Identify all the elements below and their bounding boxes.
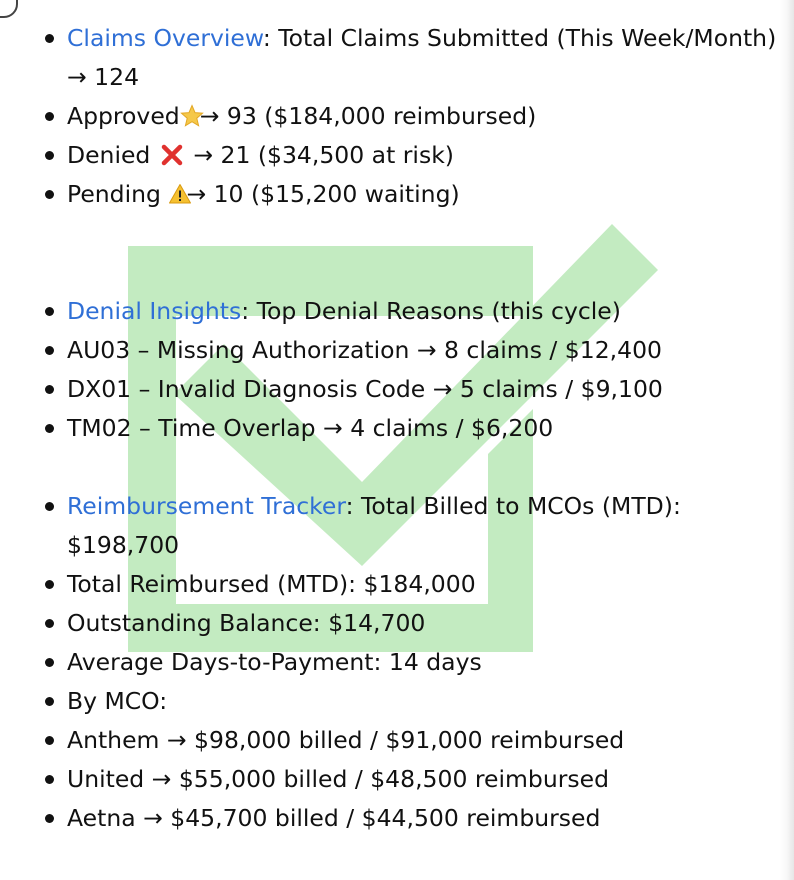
denied-label: Denied	[67, 141, 151, 169]
bullet	[45, 697, 54, 706]
approved-label: Approved	[67, 102, 180, 130]
claims-overview-list	[0, 19, 780, 214]
denial-intro-text: : Top Denial Reasons (this cycle)	[241, 297, 621, 325]
bullet	[45, 736, 54, 745]
list-item-by-mco	[0, 682, 780, 721]
denial-reason-text: AU03 – Missing Authorization → 8 claims / $12,400	[67, 336, 662, 364]
claims-overview-heading: Claims Overview	[67, 24, 263, 52]
star-icon	[180, 104, 204, 128]
list-item-total-billed	[0, 487, 780, 565]
reimbursement-tracker-heading: Reimbursement Tracker	[67, 492, 346, 520]
list-item-mco	[0, 760, 780, 799]
by-mco-text: By MCO:	[67, 687, 168, 715]
mco-text: United → $55,000 billed / $48,500 reimbursed	[67, 765, 609, 793]
bullet	[45, 112, 54, 121]
denial-insights-heading: Denial Insights	[67, 297, 242, 325]
list-item-denial-reason	[0, 331, 780, 370]
pending-text: → 10 ($15,200 waiting)	[186, 180, 460, 208]
window-corner	[0, 0, 18, 18]
scroll-edge	[780, 0, 794, 880]
list-item-outstanding-balance	[0, 604, 780, 643]
reimbursement-tracker-list	[0, 487, 780, 838]
total-claims-text: : Total Claims Submitted (This Week/Month) → 124	[67, 24, 777, 91]
warning-icon	[168, 182, 192, 206]
mco-text: Anthem → $98,000 billed / $91,000 reimbursed	[67, 726, 625, 754]
list-item-denied	[0, 136, 780, 175]
list-item-denial-intro	[0, 292, 780, 331]
denial-reason-text: DX01 – Invalid Diagnosis Code → 5 claims / $9,100	[67, 375, 663, 403]
bullet	[45, 775, 54, 784]
bullet	[45, 580, 54, 589]
list-item-total-claims	[0, 19, 780, 97]
list-item-total-reimbursed	[0, 565, 780, 604]
outstanding-balance-text: Outstanding Balance: $14,700	[67, 609, 426, 637]
mco-text: Aetna → $45,700 billed / $44,500 reimbursed	[67, 804, 601, 832]
bullet	[45, 190, 54, 199]
denied-text: → 21 ($34,500 at risk)	[193, 141, 454, 169]
bullet	[45, 424, 54, 433]
average-days-text: Average Days-to-Payment: 14 days	[67, 648, 482, 676]
bullet	[45, 151, 54, 160]
bullet	[45, 658, 54, 667]
total-reimbursed-text: Total Reimbursed (MTD): $184,000	[67, 570, 476, 598]
bullet	[45, 814, 54, 823]
approved-text: → 93 ($184,000 reimbursed)	[199, 102, 537, 130]
total-billed-text: : Total Billed to MCOs (MTD): $198,700	[67, 492, 681, 559]
bullet	[45, 34, 54, 43]
list-item-pending	[0, 175, 780, 214]
bullet	[45, 307, 54, 316]
list-item-mco	[0, 799, 780, 838]
denial-insights-list	[0, 292, 780, 448]
bullet	[45, 619, 54, 628]
cross-mark-icon	[160, 143, 184, 167]
list-item-approved	[0, 97, 780, 136]
list-item-denial-reason	[0, 370, 780, 409]
list-item-denial-reason	[0, 409, 780, 448]
pending-label: Pending	[67, 180, 161, 208]
bullet	[45, 502, 54, 511]
bullet	[45, 385, 54, 394]
list-item-mco	[0, 721, 780, 760]
list-item-average-days	[0, 643, 780, 682]
denial-reason-text: TM02 – Time Overlap → 4 claims / $6,200	[67, 414, 554, 442]
bullet	[45, 346, 54, 355]
